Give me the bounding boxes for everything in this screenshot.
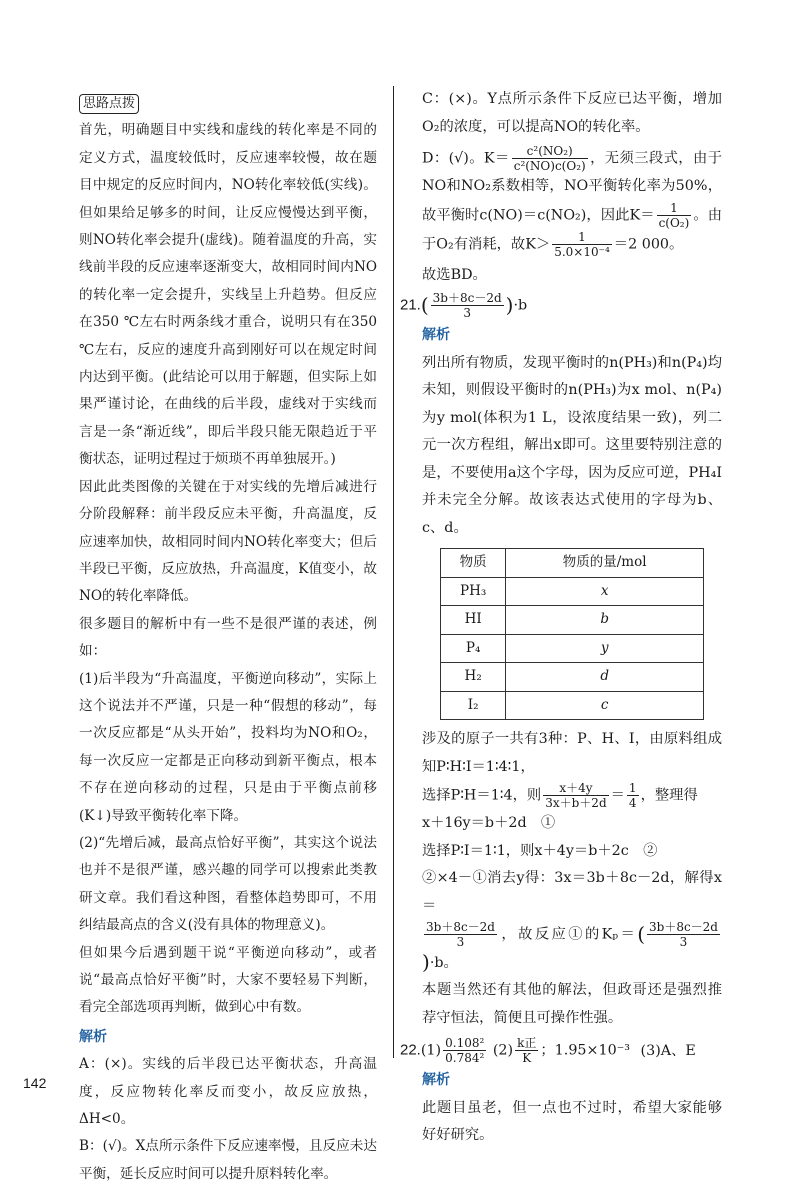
table-row: H₂ d (441, 663, 704, 692)
hint-paragraph-1: 首先，明确题目中实线和虚线的转化率是不同的定义方式，温度较低时，反应速率较慢，故在题目中规定的反应时间内，NO转化率较低(实线)。但如果给足够多的时间，让反应慢慢达到平衡，则NO转化率会提升(虚线)。随着温度的升高，实线前半段的反应速率逐渐变大，故相同时间内NO的转化率一定会提升，实线呈上升趋势。但反应在350 ℃左右时两条线才重合，说明只有在350 ℃左右，反应的速度升高到刚好可以在规定时间内达到平衡。(此结论可以用于解题，但实际上如果严谨讨论，在曲线的后半段，虚线对于实线而言是一条“渐近线”，即后半段只能无限趋近于平衡状态，证明过程过于烦琐不再单独展开。) (79, 122, 377, 468)
substance-table (440, 548, 704, 720)
question-21-number: 21. (400, 296, 421, 314)
table-header: 物质 (441, 549, 506, 578)
k-bound-fraction: $\frac{1}{\text{5.0×10⁻⁴}}$ (554, 229, 610, 259)
q21-fraction: $\frac{3b+8c-2d}{3}$ (432, 291, 502, 320)
k-expression-fraction: $\frac{\text{c²(NO₂)}}{\text{c²(NO)c(O₂)}}$ (513, 144, 586, 173)
q21-paragraph-1: 列出所有物质，发现平衡时的n(PH₃)和n(P₄)均未知，则假设平衡时的n(PH₃)为x mol、n(P₄)为y mol(体积为1 L，设浓度结果一致)，列二元一次方程组，解出x即可。这里要特别注意的是，不要使用a这个字母，因为反应可逆，PH₄I并未完全分解。故该表达式使用的字母为b、c、d。 (422, 354, 722, 536)
q22-paragraph: 此题目虽老，但一点也不过时，希望大家能够好好研究。 (422, 1099, 722, 1144)
hint-paragraph-6: 但如果今后遇到题干说“平衡逆向移动”，或者说“最高点恰好平衡”时，大家不要轻易下判断，看完全部选项再判断，做到心中有数。 (79, 944, 377, 1016)
option-d-explanation: D：(√)。K＝ $\frac{\text{c²(NO₂)}}{\text{c²(NO)c(O₂)}}$ ，无须三段式，由于NO和NO₂系数相等，NO平衡转化率为50%，故平衡时c(NO)＝c(NO₂)，因此K＝ $\frac{1}{\text{c(O₂)}}$ 。由于O₂有消耗，故K＞ $\frac{1}{\text{5.0×10⁻⁴}}$ ＝2 000。 (422, 144, 723, 259)
q21-ratio-fraction: $\frac{x+4y}{3x+b+2d}$ (545, 781, 607, 810)
q21-x-fraction: $\frac{3b+8c-2d}{3}$ (426, 920, 495, 949)
analysis-heading: 解析 (79, 1028, 107, 1045)
q21-kp-fraction: $\frac{3b+8c-2d}{3}$ (649, 920, 718, 949)
hint-badge: 思路点拨 (79, 94, 139, 114)
hint-paragraph-2: 因此此类图像的关键在于对实线的先增后减进行分阶段解释：前半段反应未平衡，升高温度，反应速率加快，故相同时间内NO转化率变大；但后半段已平衡，反应放热，升高温度，K值变小，故NO的转化率降低。 (79, 478, 377, 605)
hint-paragraph-3: 很多题目的解析中有一些不是很严谨的表述，例如： (79, 615, 377, 660)
page-number: 142 (23, 1075, 47, 1091)
q21-kp-result: $\frac{3b+8c-2d}{3}$ ，故反应①的Kₚ＝( $\frac{3b+8c-2d}{3}$ )·b。 (422, 920, 718, 974)
right-column (400, 86, 723, 1150)
k-inverse-o2-fraction: $\frac{1}{\text{c(O₂)}}$ (658, 200, 690, 230)
table-row: P₄ y (441, 634, 704, 663)
table-row: HI b (441, 606, 704, 635)
q22-fraction-2: $\frac{\text{k正}}{K}$ (517, 1036, 537, 1066)
q21-equation-2: 选择P∶I＝1∶1，则x＋4y＝b＋2c ② (422, 842, 658, 859)
question-21-answer: 21.( $\frac{3b+8c-2d}{3}$ )·b (400, 291, 528, 320)
conclusion-text: 故选BD。 (422, 266, 487, 283)
q21-ratio-ph: 选择P∶H＝1∶4，则 $\frac{x+4y}{3x+b+2d}$ ＝ $\frac{1}{4}$ ，整理得 (422, 781, 698, 810)
left-column (79, 86, 377, 1188)
q21-paragraph-2: 涉及的原子一共有3种：P、H、I，由原料组成知P∶H∶I＝1∶4∶1， (422, 731, 722, 775)
table-row: PH₃ x (441, 577, 704, 606)
q21-equation-1: x＋16y＝b＋2d ① (422, 815, 556, 831)
table-row: I₂ c (441, 691, 704, 720)
option-c-explanation: C：(×)。Y点所示条件下反应已达平衡，增加O₂的浓度，可以提高NO的转化率。 (422, 91, 722, 135)
q22-analysis-heading: 解析 (422, 1072, 450, 1089)
q21-quarter-fraction: $\frac{1}{4}$ (628, 781, 637, 810)
hint-paragraph-4: (1)后半段为“升高温度，平衡逆向移动”，实际上这个说法并不严谨，只是一种“假想的移动”，每一次反应都是“从头开始”，投料均为NO和O₂，每一次反应一定都是正向移动到新平衡点，根本不存在逆向移动的过程，只是由于平衡点前移(K↓)导致平衡转化率下降。 (79, 670, 377, 824)
column-divider (393, 86, 394, 1058)
option-b-explanation: B：(√)。X点所示条件下反应速率慢，且反应未达平衡，延长反应时间可以提升原料转化率。 (79, 1138, 377, 1182)
option-a-explanation: A：(×)。实线的后半段已达平衡状态，升高温度，反应物转化率反而变小，故反应放热，ΔH<0。 (79, 1056, 377, 1128)
q22-fraction-1: $\frac{\text{0.108²}}{\text{0.784²}}$ (445, 1036, 485, 1066)
q21-elimination: ②×4－①消去y得：3x＝3b＋8c－2d，解得x＝ (422, 870, 722, 914)
question-22-number: 22. (400, 1041, 421, 1059)
q21-analysis-heading: 解析 (422, 327, 450, 343)
q21-paragraph-final: 本题当然还有其他的解法，但政哥还是强烈推荐守恒法，简便且可操作性强。 (422, 982, 722, 1026)
question-22-answer: 22.(1) $\frac{\text{0.108²}}{\text{0.784²}}$ (2) $\frac{\text{k正}}{K}$ ；1.95×10⁻³ (3)A、E (400, 1036, 696, 1066)
hint-paragraph-5: (2)“先增后减，最高点恰好平衡”，其实这个说法也并不是很严谨，感兴趣的同学可以搜索此类教研文章。我们看这种图，看整体趋势即可，不用纠结最高点的含义(没有具体的物理意义)。 (79, 834, 377, 934)
table-header: 物质的量/mol (506, 549, 704, 578)
